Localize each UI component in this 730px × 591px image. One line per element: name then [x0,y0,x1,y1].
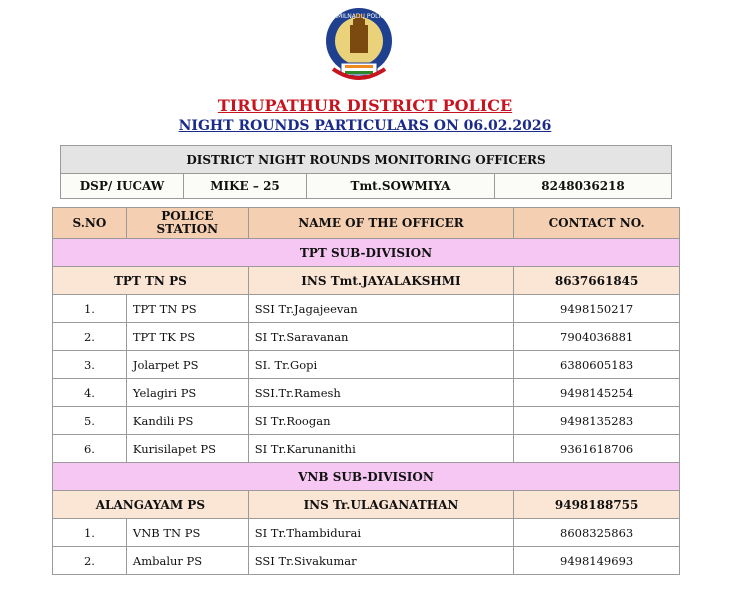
row-sno: 2. [53,323,127,351]
row-officer: SI Tr.Karunanithi [248,435,514,463]
row-officer: SI Tr.Thambidurai [248,519,514,547]
row-station: Yelagiri PS [126,379,248,407]
row-sno: 5. [53,407,127,435]
table-row [53,295,680,323]
table-row [53,351,680,379]
row-contact: 9498149693 [514,547,680,575]
row-sno: 2. [53,547,127,575]
monitoring-contact: 8248036218 [495,174,672,199]
row-officer: SSI.Tr.Ramesh [248,379,514,407]
row-sno: 1. [53,295,127,323]
row-station: TPT TK PS [126,323,248,351]
column-header-row [53,208,680,239]
row-officer: SSI Tr.Jagajeevan [248,295,514,323]
table-row [53,379,680,407]
column-header-officer: NAME OF THE OFFICER [248,208,514,239]
table-row [53,519,680,547]
row-station: Ambalur PS [126,547,248,575]
column-header-contact: CONTACT NO. [514,208,680,239]
page-subtitle: NIGHT ROUNDS PARTICULARS ON 06.02.2026 [178,118,552,134]
monitoring-callsign: MIKE – 25 [184,174,307,199]
row-officer: SI Tr.Saravanan [248,323,514,351]
table-row [53,547,680,575]
summary-officer: INS Tr.ULAGANATHAN [248,491,514,519]
row-officer: SSI Tr.Sivakumar [248,547,514,575]
division-header-row [53,463,680,491]
row-contact: 9498150217 [514,295,680,323]
row-station: VNB TN PS [126,519,248,547]
row-contact: 9361618706 [514,435,680,463]
summary-contact: 9498188755 [514,491,680,519]
division-summary-row [53,267,680,295]
logo-text: TAMILNADU POLICE [329,13,389,20]
summary-station: TPT TN PS [53,267,249,295]
row-sno: 3. [53,351,127,379]
monitoring-officers-table [60,145,672,199]
division-header-row [53,239,680,267]
summary-station: ALANGAYAM PS [53,491,249,519]
table-row [53,435,680,463]
summary-officer: INS Tmt.JAYALAKSHMI [248,267,514,295]
row-contact: 6380605183 [514,351,680,379]
monitoring-rank: DSP/ IUCAW [61,174,184,199]
row-officer: SI Tr.Roogan [248,407,514,435]
summary-contact: 8637661845 [514,267,680,295]
row-station: TPT TN PS [126,295,248,323]
night-rounds-table [52,207,680,575]
page-title: TIRUPATHUR DISTRICT POLICE [217,96,513,115]
monitoring-heading: DISTRICT NIGHT ROUNDS MONITORING OFFICERS [61,146,672,174]
table-row [53,323,680,351]
row-contact: 9498135283 [514,407,680,435]
row-contact: 7904036881 [514,323,680,351]
row-sno: 6. [53,435,127,463]
division-name: TPT SUB-DIVISION [53,239,680,267]
division-summary-row [53,491,680,519]
tamilnadu-police-emblem-icon [319,5,399,85]
monitoring-name: Tmt.SOWMIYA [307,174,495,199]
column-header-sno: S.NO [53,208,127,239]
row-contact: 8608325863 [514,519,680,547]
row-station: Jolarpet PS [126,351,248,379]
row-sno: 1. [53,519,127,547]
row-station: Kurisilapet PS [126,435,248,463]
row-officer: SI. Tr.Gopi [248,351,514,379]
row-station: Kandili PS [126,407,248,435]
division-name: VNB SUB-DIVISION [53,463,680,491]
row-contact: 9498145254 [514,379,680,407]
column-header-station: POLICE STATION [126,208,248,239]
table-row [53,407,680,435]
row-sno: 4. [53,379,127,407]
